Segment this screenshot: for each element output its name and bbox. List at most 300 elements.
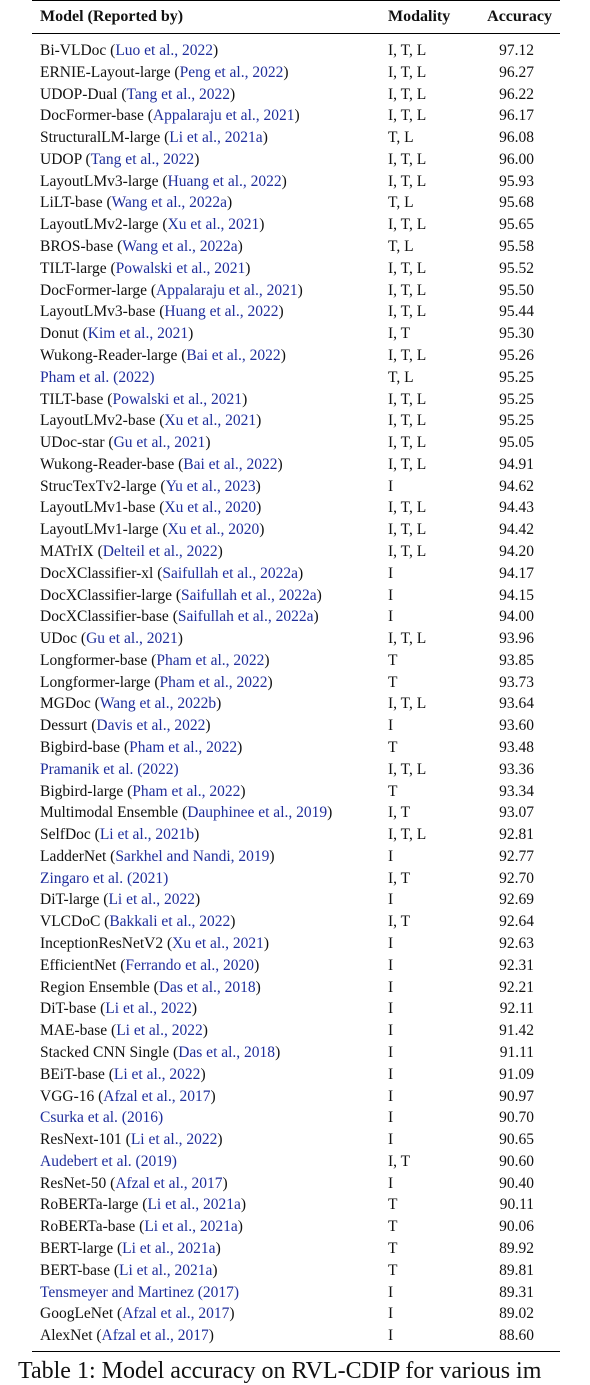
- citation-link[interactable]: Peng et al., 2022: [179, 63, 284, 81]
- model-cell: [32, 889, 380, 911]
- model-cell: [32, 1325, 380, 1351]
- citation-link[interactable]: Xu et al., 2020: [167, 521, 260, 539]
- closing-paren: ): [194, 826, 200, 844]
- table-row: [32, 476, 560, 498]
- accuracy-cell: 94.42: [499, 521, 534, 539]
- accuracy-cell: 91.09: [499, 1065, 534, 1083]
- accuracy-cell: 92.11: [499, 1000, 534, 1018]
- citation-link[interactable]: Afzal et al., 2017: [101, 1327, 209, 1345]
- model-cell: [32, 497, 380, 519]
- accuracy-cell: 92.70: [499, 869, 534, 887]
- model-cell: [32, 1020, 380, 1042]
- model-name: LadderNet (: [40, 847, 116, 865]
- model-name: DocXClassifier-xl (: [40, 564, 163, 582]
- citation-link[interactable]: Gu et al., 2021: [86, 630, 178, 648]
- modality-cell: T: [388, 651, 398, 669]
- citation-link[interactable]: Das et al., 2018: [158, 978, 256, 996]
- accuracy-cell: 93.60: [499, 717, 534, 735]
- table-row: [32, 563, 560, 585]
- modality-cell: T, L: [388, 129, 414, 147]
- modality-cell: I: [388, 956, 394, 974]
- accuracy-cell: 92.63: [499, 935, 534, 953]
- closing-paren: ): [280, 346, 286, 364]
- modality-cell: I, T, L: [388, 455, 427, 473]
- table-row: [32, 1216, 560, 1238]
- closing-paren: ): [237, 1218, 243, 1236]
- citation-link[interactable]: Ferrando et al., 2020: [125, 956, 255, 974]
- table-header: [32, 1, 560, 34]
- modality-cell: T: [388, 1239, 398, 1257]
- modality-cell: I: [388, 978, 394, 996]
- table-row: [32, 628, 560, 650]
- modality-cell: I: [388, 1283, 394, 1301]
- citation-link[interactable]: Li et al., 2021a: [122, 1239, 216, 1257]
- modality-cell: I: [388, 1131, 394, 1149]
- table-row: [32, 62, 560, 84]
- table-row: [32, 585, 560, 607]
- citation-link[interactable]: Pramanik et al. (2022): [40, 760, 179, 778]
- citation-link[interactable]: Xu et al., 2021: [172, 935, 264, 953]
- model-cell: [32, 737, 380, 759]
- model-cell: [32, 323, 380, 345]
- citation-link[interactable]: Wang et al., 2022a: [111, 194, 228, 212]
- table-row: [32, 149, 560, 171]
- model-name: UDoc (: [40, 630, 87, 648]
- modality-cell: T: [388, 1261, 398, 1279]
- table-row: [32, 868, 560, 890]
- closing-paren: ): [194, 891, 201, 909]
- closing-paren: ): [240, 782, 246, 800]
- table-row: [32, 1151, 560, 1173]
- closing-paren: ): [222, 1174, 228, 1192]
- model-name: ResNext-101 (: [40, 1131, 131, 1149]
- model-name: DocFormer-large (: [40, 281, 157, 299]
- model-cell: [32, 933, 380, 955]
- accuracy-cell: 95.25: [499, 412, 534, 430]
- model-cell: [32, 1194, 380, 1216]
- closing-paren: ): [212, 1261, 218, 1279]
- closing-paren: ): [263, 935, 270, 953]
- closing-paren: ): [275, 1043, 281, 1061]
- closing-paren: ): [210, 1087, 216, 1105]
- table-row: [32, 1303, 560, 1325]
- table-row: [32, 650, 560, 672]
- citation-link[interactable]: Saifullah et al., 2022a: [177, 608, 314, 626]
- accuracy-cell: 94.15: [499, 586, 534, 604]
- model-cell: [32, 410, 380, 432]
- citation-link[interactable]: Wang et al., 2022b: [99, 695, 217, 713]
- modality-cell: T, L: [388, 368, 414, 386]
- model-name: Bigbird-large (: [40, 782, 133, 800]
- citation-link[interactable]: Tang et al., 2022: [126, 85, 231, 103]
- modality-cell: I: [388, 586, 394, 604]
- citation-link[interactable]: Li et al., 2021b: [99, 826, 195, 844]
- model-cell: [32, 432, 380, 454]
- model-cell: [32, 977, 380, 999]
- citation-link[interactable]: Li et al., 2022: [113, 1065, 201, 1083]
- model-name: MAE-base (: [40, 1022, 117, 1040]
- model-cell: [32, 1064, 380, 1086]
- model-name: DocXClassifier-base (: [40, 608, 178, 626]
- accuracy-cell: 90.97: [499, 1087, 534, 1105]
- closing-paren: ): [262, 129, 268, 147]
- model-name: Wukong-Reader-base (: [40, 455, 184, 473]
- modality-cell: T, L: [388, 194, 414, 212]
- model-cell: [32, 715, 380, 737]
- model-name: Dessurt (: [40, 717, 97, 735]
- model-cell: [32, 236, 380, 258]
- modality-cell: T: [388, 673, 398, 691]
- closing-paren: ): [278, 303, 284, 321]
- modality-cell: I: [388, 1087, 394, 1105]
- citation-link[interactable]: Saifullah et al., 2022a: [181, 586, 317, 604]
- accuracy-cell: 95.65: [499, 216, 534, 234]
- closing-paren: ): [267, 673, 273, 691]
- citation-link[interactable]: Afzal et al., 2017: [122, 1305, 230, 1323]
- model-cell: [32, 192, 380, 214]
- model-cell: [32, 127, 380, 149]
- citation-link[interactable]: Appalaraju et al., 2021: [152, 107, 295, 125]
- model-cell: [32, 585, 380, 607]
- modality-cell: I, T, L: [388, 390, 427, 408]
- accuracy-cell: 95.93: [499, 172, 534, 190]
- citation-link[interactable]: Sarkhel and Nandi, 2019: [115, 847, 270, 865]
- closing-paren: ): [245, 259, 251, 277]
- modality-cell: I: [388, 1174, 394, 1192]
- citation-link[interactable]: Wang et al., 2022a: [122, 238, 238, 256]
- model-name: ResNet-50 (: [40, 1174, 116, 1192]
- table-row: [32, 497, 560, 519]
- table-row: [32, 323, 560, 345]
- table-row: [32, 1107, 560, 1129]
- model-cell: [32, 1238, 380, 1260]
- model-cell: [32, 650, 380, 672]
- model-name: GoogLeNet (: [40, 1305, 123, 1323]
- model-name: Bigbird-base (: [40, 739, 130, 756]
- model-cell: [32, 846, 380, 868]
- accuracy-cell: 95.26: [499, 346, 534, 364]
- accuracy-cell: 88.60: [470, 1325, 560, 1351]
- closing-paren: ): [194, 150, 200, 168]
- citation-link[interactable]: Afzal et al., 2017: [103, 1087, 211, 1105]
- modality-cell: I, T, L: [388, 216, 427, 234]
- model-name: RoBERTa-base (: [40, 1218, 145, 1236]
- citation-link[interactable]: Li et al., 2022: [108, 891, 195, 909]
- accuracy-cell: 95.25: [499, 390, 534, 408]
- header-accuracy: Accuracy: [470, 1, 560, 34]
- accuracy-cell: 90.11: [499, 1196, 534, 1214]
- accuracy-cell: 90.06: [499, 1218, 534, 1236]
- modality-cell: T, L: [388, 238, 414, 256]
- model-cell: [32, 258, 380, 280]
- model-name: DocFormer-base (: [40, 107, 153, 125]
- model-cell: [32, 280, 380, 302]
- modality-cell: I, T, L: [388, 107, 427, 125]
- accuracy-cell: 93.48: [499, 739, 534, 756]
- model-cell: [32, 34, 380, 62]
- table-row: [32, 432, 560, 454]
- accuracy-cell: 93.96: [499, 630, 534, 648]
- table-row: [32, 911, 560, 933]
- closing-paren: ): [264, 651, 270, 669]
- citation-link[interactable]: Li et al., 2021a: [119, 1261, 213, 1279]
- model-name: BROS-base (: [40, 238, 123, 256]
- model-name: StrucTexTv2-large (: [40, 477, 166, 495]
- citation-link[interactable]: Csurka et al. (2016): [40, 1109, 164, 1127]
- model-name: TILT-large (: [40, 259, 116, 277]
- model-name: TILT-base (: [40, 390, 113, 408]
- table-row: [32, 345, 560, 367]
- model-cell: [32, 345, 380, 367]
- model-name: Bi-VLDoc (: [40, 42, 116, 59]
- citation-link[interactable]: Pham et al. (2022): [40, 368, 155, 386]
- closing-paren: ): [216, 695, 222, 713]
- accuracy-cell: 92.69: [499, 891, 534, 909]
- citation-link[interactable]: Li et al., 2021a: [147, 1196, 241, 1214]
- closing-paren: ): [313, 608, 319, 626]
- model-name: LayoutLMv2-base (: [40, 412, 165, 430]
- citation-link[interactable]: Tang et al., 2022: [90, 150, 195, 168]
- table-row: [32, 367, 560, 389]
- citation-link[interactable]: Kim et al., 2021: [87, 325, 189, 343]
- closing-paren: ): [281, 172, 287, 190]
- accuracy-cell: 94.00: [499, 608, 534, 626]
- table-row: [32, 389, 560, 411]
- results-table: [32, 0, 560, 1352]
- closing-paren: ): [297, 564, 304, 582]
- citation-link[interactable]: Tensmeyer and Martinez (2017): [40, 1283, 240, 1301]
- accuracy-cell: 90.70: [499, 1109, 534, 1127]
- closing-paren: ): [213, 42, 219, 59]
- accuracy-cell: 90.40: [499, 1174, 534, 1192]
- modality-cell: I: [388, 1043, 394, 1061]
- modality-cell: I, T, L: [388, 760, 427, 778]
- closing-paren: ): [205, 434, 211, 452]
- modality-cell: I, T: [388, 913, 411, 931]
- modality-cell: T: [388, 739, 398, 756]
- table-row: [32, 127, 560, 149]
- model-name: LayoutLMv3-large (: [40, 172, 168, 190]
- model-cell: [32, 301, 380, 323]
- modality-cell: I, T, L: [388, 259, 427, 277]
- citation-link[interactable]: Dauphinee et al., 2019: [187, 804, 328, 822]
- citation-link[interactable]: Appalaraju et al., 2021: [156, 281, 298, 299]
- model-cell: [32, 389, 380, 411]
- table-row: [32, 606, 560, 628]
- citation-link[interactable]: Yu et al., 2023: [165, 477, 256, 495]
- header-modality: Modality: [380, 1, 470, 34]
- closing-paren: ): [283, 63, 289, 81]
- model-cell: [32, 367, 380, 389]
- closing-paren: ): [229, 1305, 235, 1323]
- model-name: Region Ensemble (: [40, 978, 159, 996]
- citation-link[interactable]: Huang et al., 2022: [167, 172, 282, 190]
- accuracy-cell: 91.42: [499, 1022, 534, 1040]
- modality-cell: T: [388, 1218, 398, 1236]
- modality-cell: I, T, L: [388, 412, 427, 430]
- citation-link[interactable]: Powalski et al., 2021: [112, 390, 243, 408]
- accuracy-cell: 94.43: [499, 499, 534, 517]
- table-row: [32, 693, 560, 715]
- model-cell: [32, 1260, 380, 1282]
- closing-paren: ): [259, 216, 265, 234]
- citation-link[interactable]: Afzal et al., 2017: [115, 1174, 223, 1192]
- citation-link[interactable]: Xu et al., 2021: [167, 216, 260, 234]
- accuracy-cell: 96.08: [499, 129, 534, 147]
- accuracy-cell: 93.64: [499, 695, 534, 713]
- table-row: [32, 454, 560, 476]
- closing-paren: ): [256, 499, 262, 517]
- model-cell: [32, 781, 380, 803]
- model-cell: [32, 563, 380, 585]
- closing-paren: ): [255, 978, 261, 996]
- modality-cell: I, T, L: [388, 42, 427, 59]
- closing-paren: ): [191, 1000, 197, 1018]
- citation-link[interactable]: Li et al., 2022: [105, 1000, 192, 1018]
- citation-link[interactable]: Bakkali et al., 2022: [109, 913, 231, 931]
- accuracy-cell: 95.58: [499, 238, 534, 256]
- citation-link[interactable]: Pham et al., 2022: [156, 651, 265, 669]
- table-row: [32, 846, 560, 868]
- table-row: [32, 280, 560, 302]
- citation-link[interactable]: Audebert et al. (2019): [40, 1152, 177, 1170]
- modality-cell: I: [388, 717, 394, 735]
- modality-cell: I: [388, 564, 394, 582]
- model-cell: [32, 1173, 380, 1195]
- closing-paren: ): [255, 477, 261, 495]
- model-name: EfficientNet (: [40, 956, 126, 974]
- model-cell: [32, 868, 380, 890]
- model-name: Stacked CNN Single (: [40, 1043, 179, 1061]
- modality-cell: I: [388, 1000, 394, 1018]
- model-name: BEiT-base (: [40, 1065, 114, 1083]
- citation-link[interactable]: Li et al., 2022: [130, 1131, 218, 1149]
- model-name: UDoc-star (: [40, 434, 114, 452]
- model-name: Wukong-Reader-large (: [40, 346, 187, 364]
- table-row: [32, 236, 560, 258]
- model-cell: [32, 1129, 380, 1151]
- citation-link[interactable]: Powalski et al., 2021: [115, 259, 246, 277]
- closing-paren: ): [242, 390, 248, 408]
- modality-cell: I, T: [388, 869, 411, 887]
- accuracy-cell: 93.07: [499, 804, 534, 822]
- model-name: VLCDoC (: [40, 913, 110, 931]
- table-row: [32, 824, 560, 846]
- closing-paren: ): [294, 107, 300, 125]
- model-cell: [32, 541, 380, 563]
- model-name: Donut (: [40, 325, 88, 343]
- modality-cell: I, T, L: [388, 542, 427, 560]
- accuracy-cell: 94.62: [499, 477, 534, 495]
- model-name: BERT-base (: [40, 1261, 119, 1279]
- table-row: [32, 1238, 560, 1260]
- table-row: [32, 171, 560, 193]
- closing-paren: ): [205, 717, 211, 735]
- model-name: BERT-large (: [40, 1239, 123, 1257]
- table-body: [32, 34, 560, 1352]
- closing-paren: ): [217, 1131, 223, 1149]
- table-row: [32, 933, 560, 955]
- closing-paren: ): [327, 804, 333, 822]
- modality-cell: I: [388, 891, 394, 909]
- model-name: LayoutLMv3-base (: [40, 303, 165, 321]
- modality-cell: I: [388, 1022, 394, 1040]
- table-row: [32, 977, 560, 999]
- model-cell: [32, 1086, 380, 1108]
- closing-paren: ): [217, 542, 223, 560]
- citation-link[interactable]: Xu et al., 2021: [164, 412, 257, 430]
- citation-link[interactable]: Saifullah et al., 2022a: [162, 564, 298, 582]
- modality-cell: I, T: [388, 325, 411, 343]
- model-cell: [32, 1151, 380, 1173]
- closing-paren: ): [277, 455, 283, 473]
- citation-link[interactable]: Davis et al., 2022: [96, 717, 206, 735]
- table-row: [32, 737, 560, 759]
- accuracy-cell: 92.77: [499, 847, 534, 865]
- citation-link[interactable]: Bai et al., 2022: [186, 346, 281, 364]
- table-row: [32, 672, 560, 694]
- model-name: AlexNet (: [40, 1327, 102, 1345]
- table-row: [32, 1020, 560, 1042]
- model-cell: [32, 911, 380, 933]
- model-cell: [32, 1303, 380, 1325]
- table-row: [32, 258, 560, 280]
- citation-link[interactable]: Li et al., 2021a: [169, 129, 263, 147]
- model-name: UDOP-Dual (: [40, 85, 127, 103]
- accuracy-cell: 95.30: [499, 325, 534, 343]
- accuracy-cell: 93.36: [499, 760, 534, 778]
- citation-link[interactable]: Bai et al., 2022: [183, 455, 278, 473]
- citation-link[interactable]: Delteil et al., 2022: [102, 542, 218, 560]
- table-caption: Table 1: Model accuracy on RVL-CDIP for various im: [18, 1358, 542, 1384]
- model-cell: [32, 476, 380, 498]
- model-cell: [32, 214, 380, 236]
- table-row: [32, 802, 560, 824]
- table-row: [32, 998, 560, 1020]
- closing-paren: ): [202, 1022, 208, 1040]
- model-cell: [32, 606, 380, 628]
- model-name: MGDoc (: [40, 695, 100, 713]
- closing-paren: ): [237, 238, 243, 256]
- citation-link[interactable]: Pham et al., 2022: [132, 782, 241, 800]
- table-row: [32, 759, 560, 781]
- citation-link[interactable]: Li et al., 2021a: [144, 1218, 238, 1236]
- citation-link[interactable]: Zingaro et al. (2021): [40, 869, 169, 887]
- citation-link[interactable]: Huang et al., 2022: [164, 303, 279, 321]
- table-row: [32, 84, 560, 106]
- modality-cell: I, T, L: [388, 63, 427, 81]
- citation-link[interactable]: Pham et al., 2022: [129, 739, 238, 756]
- table-row: [32, 1064, 560, 1086]
- closing-paren: ): [259, 521, 265, 539]
- modality-cell: I, T, L: [388, 499, 427, 517]
- accuracy-cell: 96.17: [499, 107, 534, 125]
- modality-cell: I: [388, 935, 394, 953]
- model-cell: [32, 802, 380, 824]
- model-name: SelfDoc (: [40, 826, 100, 844]
- citation-link[interactable]: Pham et al., 2022: [159, 673, 268, 691]
- model-cell: [32, 454, 380, 476]
- citation-link[interactable]: Xu et al., 2020: [164, 499, 257, 517]
- modality-cell: I, T, L: [388, 630, 427, 648]
- model-name: ERNIE-Layout-large (: [40, 63, 180, 81]
- citation-link[interactable]: Li et al., 2022: [116, 1022, 203, 1040]
- citation-link[interactable]: Das et al., 2018: [178, 1043, 276, 1061]
- table-row: [32, 1042, 560, 1064]
- citation-link[interactable]: Gu et al., 2021: [113, 434, 206, 452]
- modality-cell: I, T, L: [388, 346, 427, 364]
- citation-link[interactable]: Luo et al., 2022: [115, 42, 214, 59]
